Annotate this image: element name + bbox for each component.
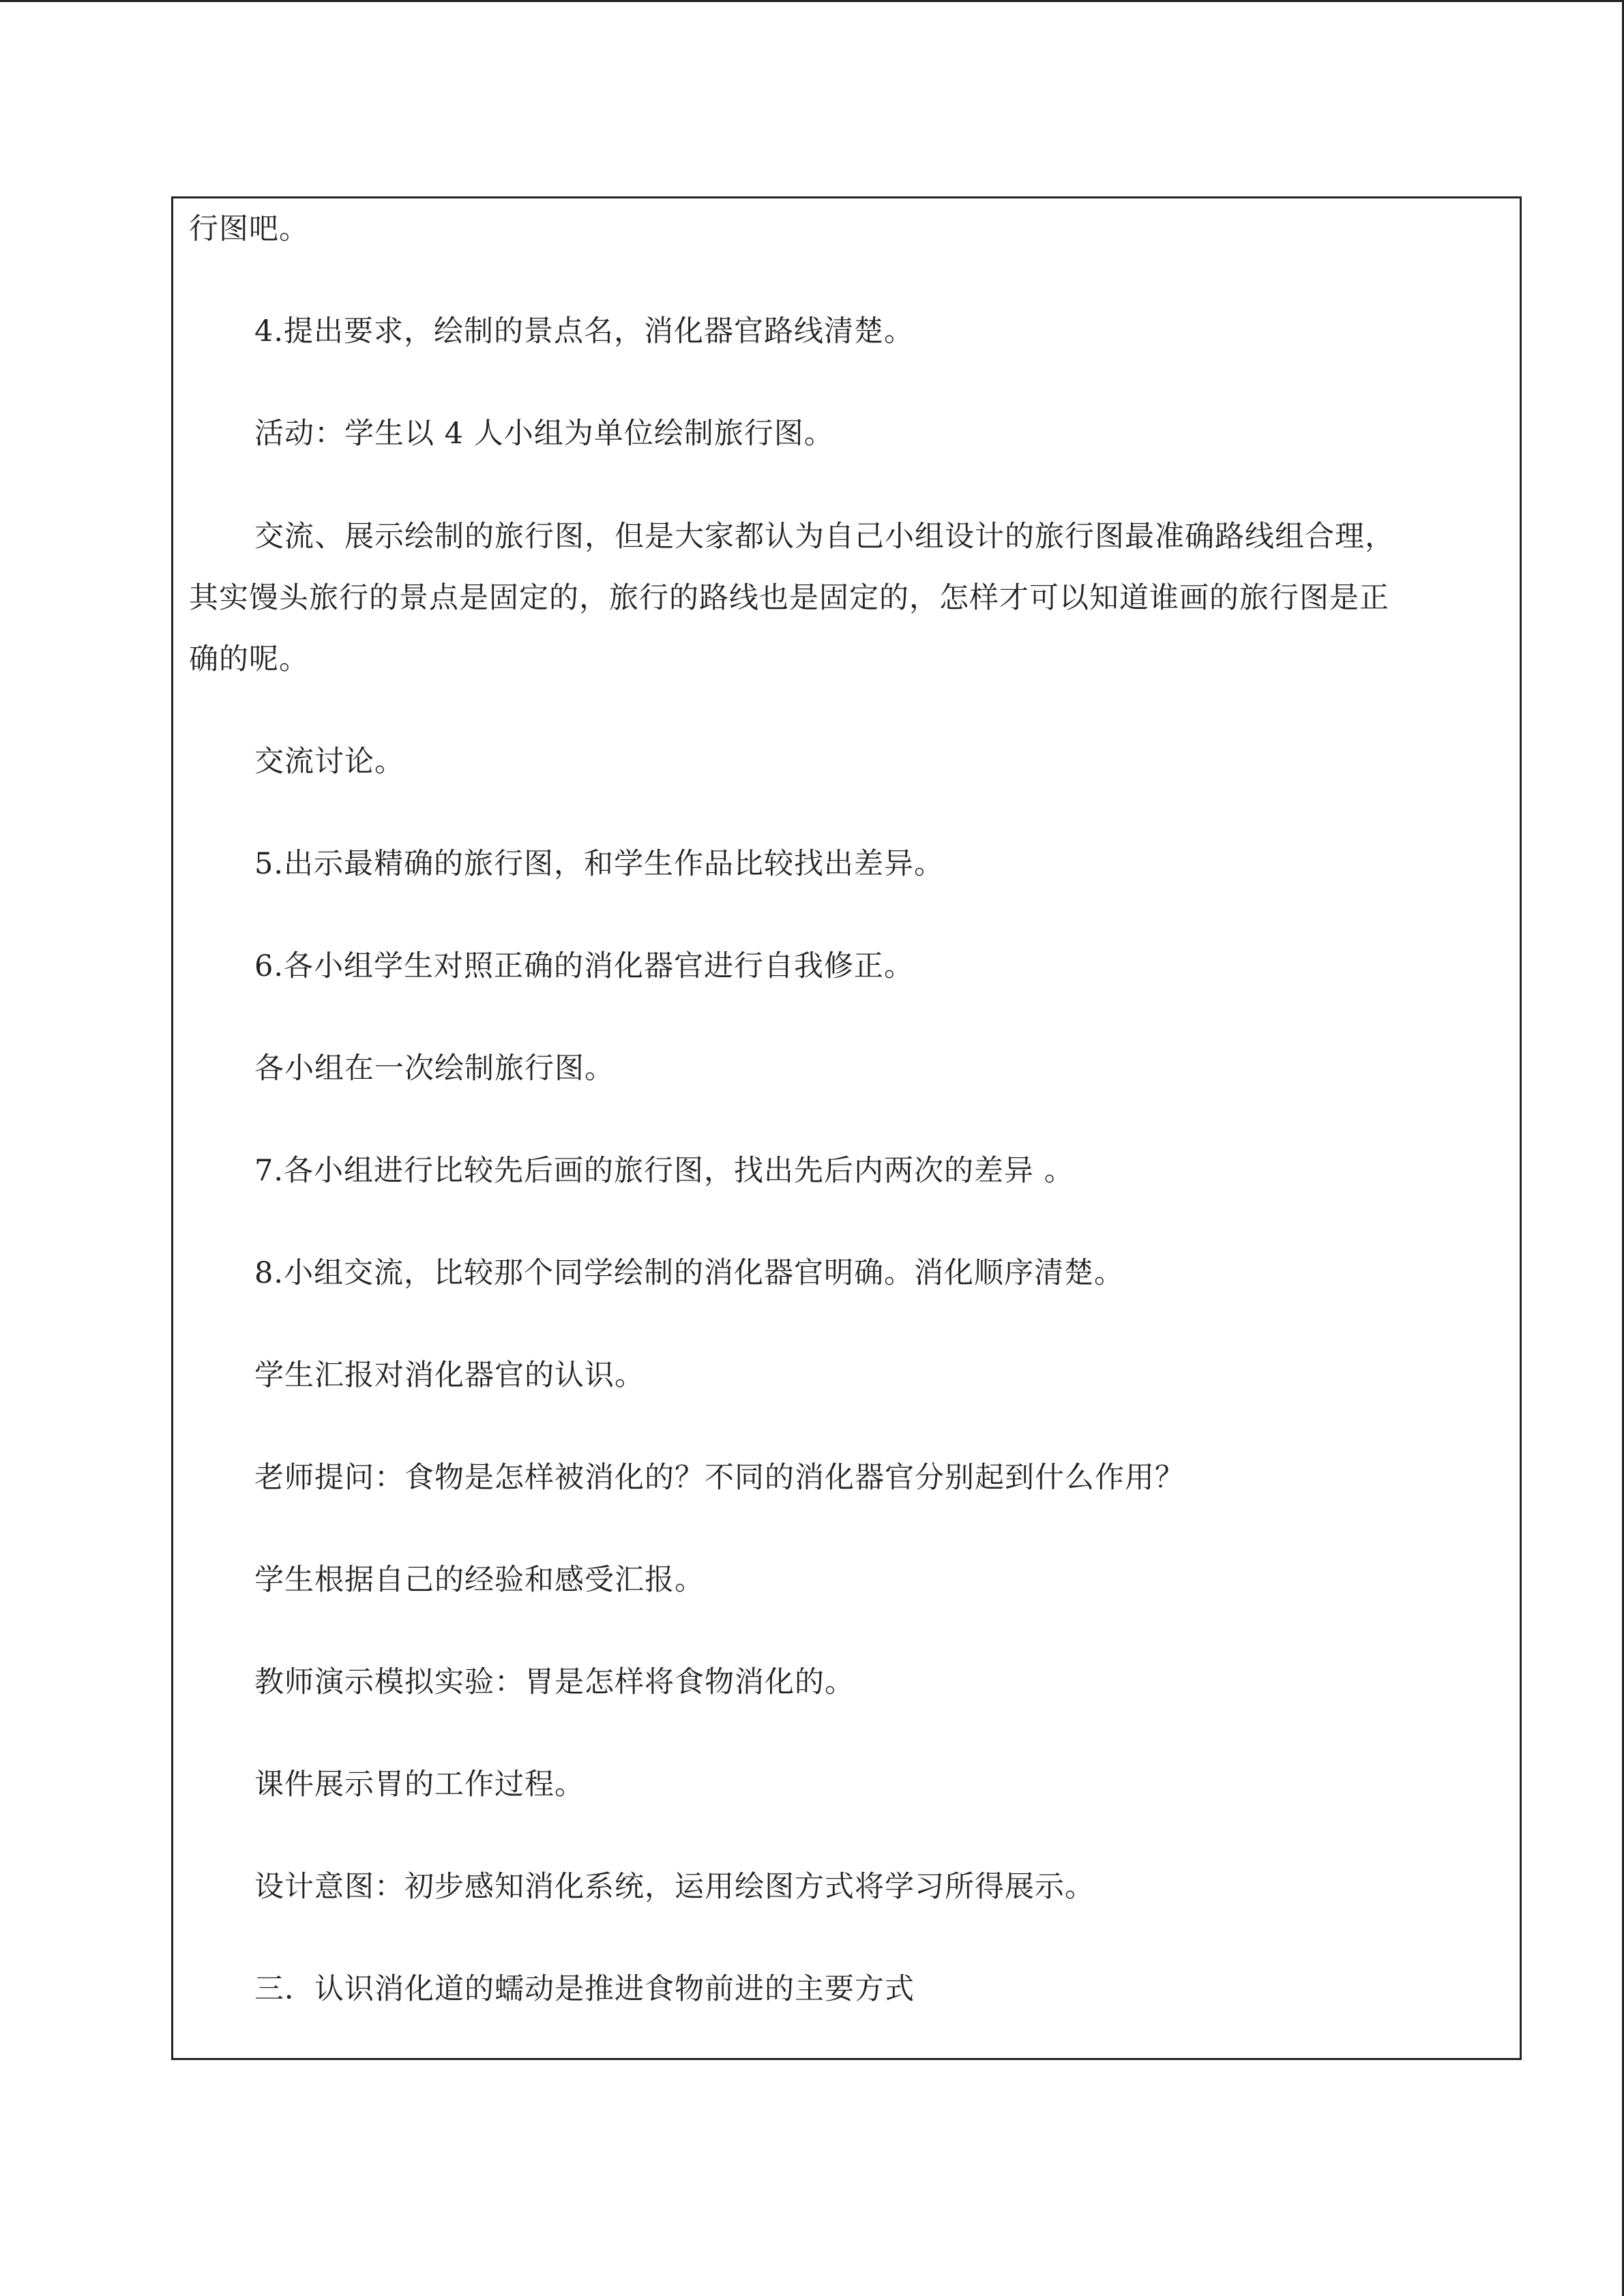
text-line: 老师提问：食物是怎样被消化的？不同的消化器官分别起到什么作用？ [254,1461,1185,1495]
text-line: 5.出示最精确的旅行图，和学生作品比较找出差异。 [254,847,945,881]
text-line: 设计意图：初步感知消化系统，运用绘图方式将学习所得展示。 [254,1870,1095,1904]
text-line: 6.各小组学生对照正确的消化器官进行自我修正。 [254,949,915,983]
text-line: 教师演示模拟实验：胃是怎样将食物消化的。 [254,1665,855,1699]
text-line: 各小组在一次绘制旅行图。 [254,1052,615,1086]
text-line: 其实馒头旅行的景点是固定的，旅行的路线也是固定的，怎样才可以知道谁画的旅行图是正 [189,581,1389,615]
text-line: 8.小组交流，比较那个同学绘制的消化器官明确。消化顺序清楚。 [254,1256,1125,1290]
text-line: 活动：学生以 4 人小组为单位绘制旅行图。 [254,417,834,451]
text-line: 交流、展示绘制的旅行图，但是大家都认为自己小组设计的旅行图最准确路线组合理， [254,520,1395,554]
text-line: 行图吧。 [189,212,309,246]
lesson-content-box [171,196,1522,2060]
section-heading: 三．认识消化道的蠕动是推进食物前进的主要方式 [254,1972,915,2006]
text-line: 学生汇报对消化器官的认识。 [254,1358,645,1392]
text-line: 课件展示胃的工作过程。 [254,1768,585,1802]
text-line: 交流讨论。 [254,745,404,779]
text-line: 4.提出要求，绘制的景点名，消化器官路线清楚。 [254,314,915,348]
page-top-border [0,0,1624,2]
text-line: 学生根据自己的经验和感受汇报。 [254,1563,705,1597]
text-line: 7.各小组进行比较先后画的旅行图，找出先后内两次的差异 。 [254,1154,1074,1188]
text-line: 确的呢。 [189,642,309,676]
